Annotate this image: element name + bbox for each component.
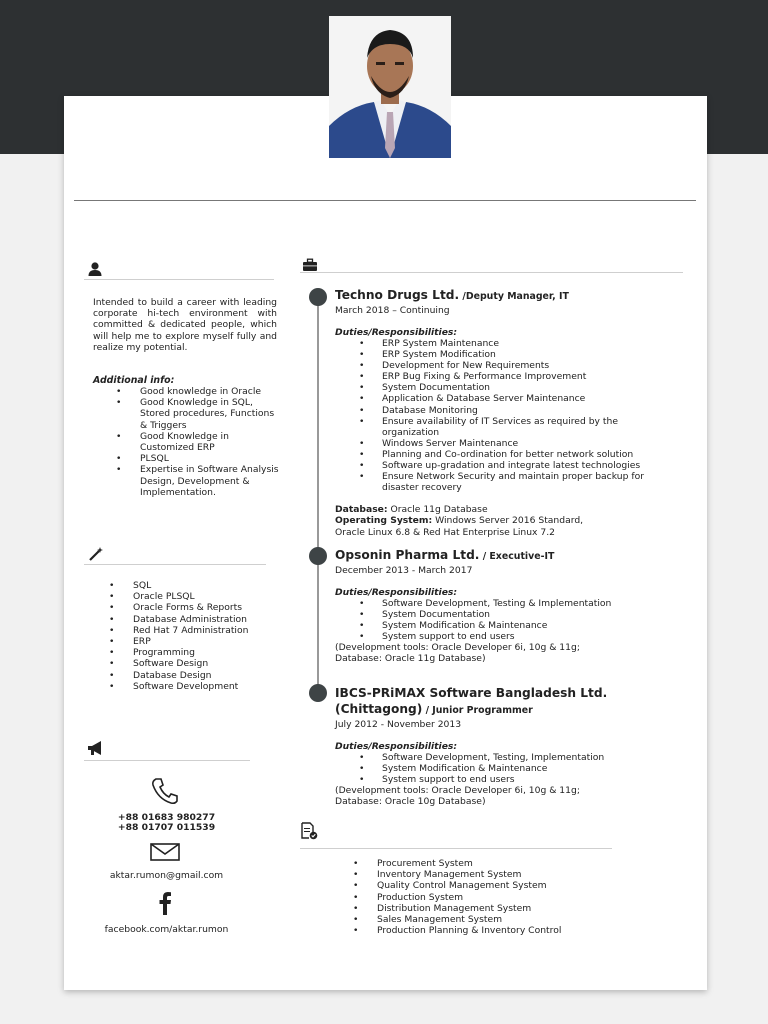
list-item: • Database Design xyxy=(133,670,283,681)
list-item: • Ensure Network Security and maintain proper backup for disaster recovery xyxy=(382,471,652,493)
list-item: • Software Development, Testing & Implementation xyxy=(382,598,665,609)
list-item: • Programming xyxy=(133,647,283,658)
list-item: • Production System xyxy=(377,892,617,903)
about-section-line xyxy=(84,279,274,280)
list-item: • System Modification & Maintenance xyxy=(382,620,665,631)
phone-number-1: +88 01683 980277 xyxy=(117,812,216,823)
list-item: • ERP xyxy=(133,636,283,647)
job-entry xyxy=(335,547,665,665)
list-item: • System Modification & Maintenance xyxy=(382,763,665,774)
facebook-icon xyxy=(158,891,172,915)
duties-label: Duties/Responsibilities: xyxy=(335,587,458,598)
list-item: • Development for New Requirements xyxy=(382,360,665,371)
skills-list xyxy=(133,580,283,692)
list-item: • Quality Control Management System xyxy=(377,880,617,891)
list-item: • Procurement System xyxy=(377,858,617,869)
duties-list xyxy=(335,598,665,642)
career-objective: Intended to build a career with leading corporate hi-tech environment with committed & dedicated people, which will help me to explore myself fully and realize my potential. xyxy=(93,297,277,353)
list-item: • Inventory Management System xyxy=(377,869,617,880)
os-info xyxy=(335,515,610,537)
skills-section-line xyxy=(84,564,266,565)
list-item: • Sales Management System xyxy=(377,914,617,925)
list-item: • Good Knowledge in Customized ERP xyxy=(140,431,280,453)
job-entry xyxy=(335,685,665,807)
phone-icon xyxy=(150,776,180,806)
list-item: • Good Knowledge in SQL, Stored procedures, Functions & Triggers xyxy=(140,397,280,431)
briefcase-icon xyxy=(302,257,318,273)
list-item: • Application & Database Server Maintenance xyxy=(382,393,665,404)
additional-info-title: Additional info: xyxy=(93,375,175,386)
list-item: • Software Design xyxy=(133,658,283,669)
os-label: Operating System: xyxy=(335,515,433,527)
database-value: Oracle 11g Database xyxy=(387,504,488,516)
list-item: • Red Hat 7 Administration xyxy=(133,625,283,636)
job-dates: July 2012 - November 2013 xyxy=(335,719,462,730)
projects-section-line xyxy=(300,848,612,849)
list-item: • System Documentation xyxy=(382,609,665,620)
job-role: / Executive-IT xyxy=(479,551,555,562)
list-item: • System support to end users xyxy=(382,774,665,785)
timeline-dot xyxy=(309,684,327,702)
list-item: • Windows Server Maintenance xyxy=(382,438,665,449)
job-role: / Junior Programmer xyxy=(422,705,533,716)
development-tools: (Development tools: Oracle Developer 6i, 10g & 11g; Database: Oracle 11g Database) xyxy=(335,642,580,665)
company-name: IBCS-PRiMAX Software Bangladesh Ltd. (Chittagong) xyxy=(335,686,608,716)
os-value: Windows Server 2016 Standard, Oracle Linux 6.8 & Red Hat Enterprise Linux 7.2 xyxy=(335,515,584,538)
duties-list xyxy=(335,338,665,493)
additional-info-list xyxy=(140,386,280,498)
timeline-line xyxy=(317,296,319,694)
development-tools: (Development tools: Oracle Developer 6i, 10g & 11g; Database: Oracle 10g Database) xyxy=(335,785,580,808)
list-item: • ERP System Modification xyxy=(382,349,665,360)
company-name: Opsonin Pharma Ltd. xyxy=(335,548,480,562)
job-dates: December 2013 - March 2017 xyxy=(335,565,473,576)
list-item: • Distribution Management System xyxy=(377,903,617,914)
job-role: /Deputy Manager, IT xyxy=(459,291,569,302)
magic-wand-icon xyxy=(88,546,104,562)
timeline-dot xyxy=(309,547,327,565)
list-item: • ERP Bug Fixing & Performance Improvement xyxy=(382,371,665,382)
list-item: • Software up-gradation and integrate latest technologies xyxy=(382,460,665,471)
list-item: • PLSQL xyxy=(140,453,280,464)
list-item: • Production Planning & Inventory Control xyxy=(377,925,617,936)
megaphone-icon xyxy=(87,740,103,756)
phone-number-2: +88 01707 011539 xyxy=(117,822,216,833)
experience-section-line xyxy=(300,272,683,273)
list-item: • Planning and Co-ordination for better network solution xyxy=(382,449,665,460)
facebook-link[interactable]: facebook.com/aktar.rumon xyxy=(104,924,229,935)
list-item: • Database Monitoring xyxy=(382,405,665,416)
projects-list xyxy=(377,858,617,936)
list-item: • Oracle PLSQL xyxy=(133,591,283,602)
profile-photo xyxy=(329,16,451,158)
timeline-dot xyxy=(309,288,327,306)
database-label: Database: xyxy=(335,504,388,516)
duties-list xyxy=(335,752,665,785)
list-item: • Software Development, Testing, Implementation xyxy=(382,752,665,763)
contact-section-line xyxy=(84,760,250,761)
company-name: Techno Drugs Ltd. xyxy=(335,288,460,302)
list-item: • Ensure availability of IT Services as required by the organization xyxy=(382,416,652,438)
job-heading xyxy=(335,685,665,719)
list-item: • Oracle Forms & Reports xyxy=(133,602,283,613)
email-address[interactable]: aktar.rumon@gmail.com xyxy=(109,870,224,881)
header-divider xyxy=(74,200,696,201)
envelope-icon xyxy=(150,843,180,861)
job-dates: March 2018 – Continuing xyxy=(335,305,450,316)
job-entry xyxy=(335,287,665,538)
duties-label: Duties/Responsibilities: xyxy=(335,741,458,752)
list-item: • Database Administration xyxy=(133,614,283,625)
list-item: • System support to end users xyxy=(382,631,665,642)
list-item: • Good knowledge in Oracle xyxy=(140,386,280,397)
list-item: • Expertise in Software Analysis Design, Development & Implementation. xyxy=(140,464,280,498)
user-icon xyxy=(87,261,103,277)
list-item: • SQL xyxy=(133,580,283,591)
job-heading xyxy=(335,287,665,305)
document-check-icon xyxy=(300,822,316,838)
list-item: • Software Development xyxy=(133,681,283,692)
duties-label: Duties/Responsibilities: xyxy=(335,327,458,338)
list-item: • System Documentation xyxy=(382,382,665,393)
list-item: • ERP System Maintenance xyxy=(382,338,665,349)
database-info xyxy=(335,504,665,515)
job-heading xyxy=(335,547,665,565)
